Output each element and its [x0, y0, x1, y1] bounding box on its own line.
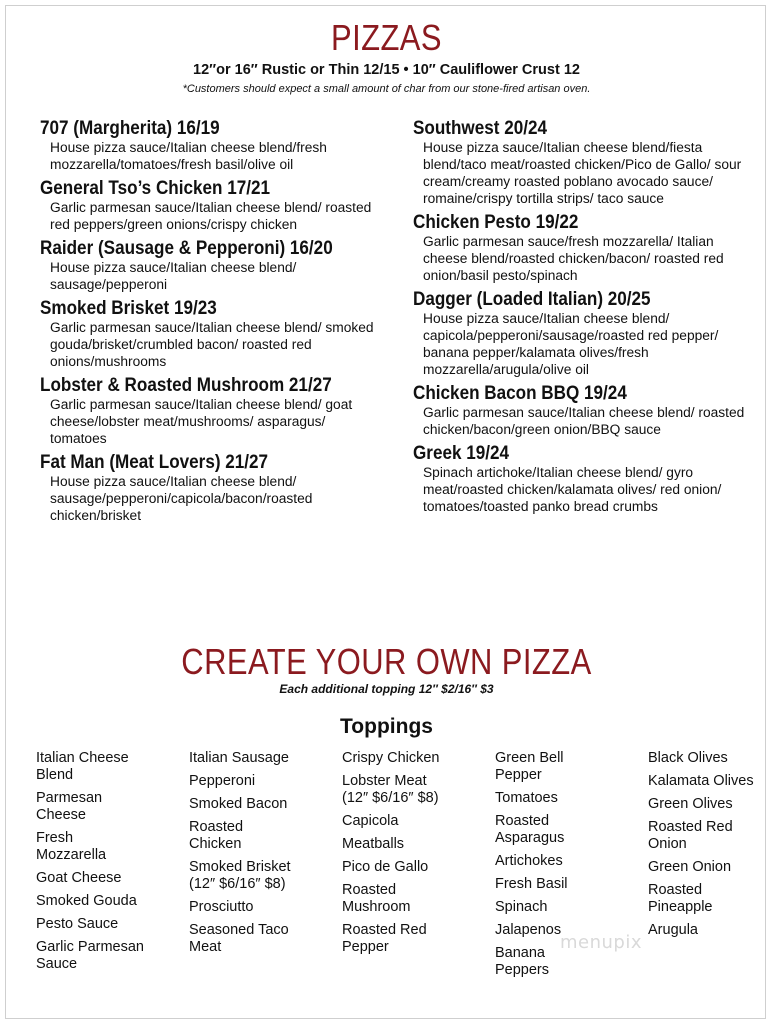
pizza-name: Greek 19/24	[413, 443, 510, 464]
pizza-item	[413, 211, 758, 285]
topping-item: Spinach	[495, 899, 548, 915]
topping-item: Roasted Asparagus	[495, 813, 565, 846]
topping-price-note: Each additional topping 12″ $2/16″ $3	[279, 682, 494, 696]
pizza-description: Garlic parmesan sauce/Italian cheese blend/ roasted red peppers/green onions/crispy chicken	[50, 200, 372, 233]
pizza-name: Chicken Pesto 19/22	[413, 212, 579, 233]
char-note: *Customers should expect a small amount of char from our stone-fired artisan oven.	[182, 83, 591, 95]
pizza-description: Spinach artichoke/Italian cheese blend/ gyro meat/roasted chicken/kalamata olives/ red onion/ tomatoes/toasted panko bread crumbs	[423, 465, 722, 515]
topping-item: Green Onion	[648, 859, 732, 875]
pizza-description: House pizza sauce/Italian cheese blend/fresh mozzarella/tomatoes/fresh basil/olive oil	[50, 140, 327, 173]
pizza-item	[40, 451, 385, 525]
pizza-name: Dagger (Loaded Italian) 20/25	[413, 289, 651, 310]
pizza-name: Raider (Sausage & Pepperoni) 16/20	[40, 238, 333, 259]
pizza-name: Lobster & Roasted Mushroom 21/27	[40, 375, 332, 396]
pizza-item	[40, 237, 385, 294]
toppings-column	[189, 750, 339, 962]
pizza-item	[40, 297, 385, 371]
pizza-name: General Tso’s Chicken 17/21	[40, 178, 271, 199]
topping-item: Goat Cheese	[36, 870, 122, 886]
pizza-name: Southwest 20/24	[413, 118, 548, 139]
topping-item: Artichokes	[495, 853, 563, 869]
toppings-column	[648, 750, 773, 945]
toppings-column	[342, 750, 492, 962]
topping-item: Roasted Red Onion	[648, 819, 733, 852]
pizza-item	[40, 374, 385, 448]
topping-item: Italian Sausage	[189, 750, 289, 766]
pizza-item	[413, 117, 758, 208]
pizza-description: Garlic parmesan sauce/Italian cheese blend/ roasted chicken/bacon/green onion/BBQ sauce	[423, 405, 745, 438]
pizza-description: House pizza sauce/Italian cheese blend/ sausage/pepperoni/capicola/bacon/roasted chicken/brisket	[50, 474, 313, 524]
pizza-item	[40, 117, 385, 174]
topping-item: Arugula	[648, 922, 698, 938]
pizza-column-left	[40, 117, 385, 528]
crust-sizes: 12″or 16″ Rustic or Thin 12/15 • 10″ Cauliflower Crust 12	[193, 62, 580, 78]
topping-item: Roasted Chicken	[189, 819, 244, 852]
pizza-item	[413, 288, 758, 379]
topping-item: Lobster Meat (12″ $6/16″ $8)	[342, 773, 439, 806]
topping-item: Pesto Sauce	[36, 916, 119, 932]
topping-item: Fresh Basil	[495, 876, 568, 892]
pizza-description: Garlic parmesan sauce/Italian cheese blend/ goat cheese/lobster meat/mushrooms/ asparagus/ tomatoes	[50, 397, 353, 447]
topping-item: Roasted Red Pepper	[342, 922, 427, 955]
pizza-name: 707 (Margherita) 16/19	[40, 118, 220, 139]
topping-item: Roasted Mushroom	[342, 882, 411, 915]
topping-item: Crispy Chicken	[342, 750, 440, 766]
pizza-description: Garlic parmesan sauce/Italian cheese blend/ smoked gouda/brisket/crumbled bacon/ roasted red onions/mushrooms	[50, 320, 374, 370]
topping-item: Fresh Mozzarella	[36, 830, 107, 863]
topping-item: Garlic Parmesan Sauce	[36, 939, 144, 972]
topping-item: Green Olives	[648, 796, 733, 812]
topping-item: Jalapenos	[495, 922, 562, 938]
pizza-name: Chicken Bacon BBQ 19/24	[413, 383, 627, 404]
topping-item: Smoked Brisket (12″ $6/16″ $8)	[189, 859, 291, 892]
topping-item: Banana Peppers	[495, 945, 550, 978]
pizza-description: House pizza sauce/Italian cheese blend/ sausage/pepperoni	[50, 260, 297, 293]
topping-item: Italian Cheese Blend	[36, 750, 129, 783]
topping-item: Smoked Gouda	[36, 893, 137, 909]
topping-item: Tomatoes	[495, 790, 558, 806]
topping-item: Pico de Gallo	[342, 859, 429, 875]
topping-item: Seasoned Taco Meat	[189, 922, 289, 955]
pizza-item	[40, 177, 385, 234]
toppings-column	[36, 750, 186, 979]
pizza-description: House pizza sauce/Italian cheese blend/ capicola/pepperoni/sausage/roasted red pepper/ banana pepper/kalamata olives/fresh mozzarella/arugula/olive oil	[423, 311, 719, 378]
topping-item: Capicola	[342, 813, 399, 829]
pizza-item	[413, 382, 758, 439]
topping-item: Kalamata Olives	[648, 773, 754, 789]
watermark: menupix	[560, 932, 643, 953]
pizza-column-right	[413, 117, 758, 519]
pizzas-title: PIZZAS	[331, 17, 442, 58]
pizza-name: Fat Man (Meat Lovers) 21/27	[40, 452, 269, 473]
topping-item: Meatballs	[342, 836, 405, 852]
topping-item: Parmesan Cheese	[36, 790, 103, 823]
toppings-heading: Toppings	[340, 715, 433, 738]
pizza-description: House pizza sauce/Italian cheese blend/fiesta blend/taco meat/roasted chicken/Pico de Gallo/ sour cream/creamy roasted poblano avocado sauce/ romaine/crispy tortilla strips/ taco sauce	[423, 140, 742, 207]
topping-item: Black Olives	[648, 750, 728, 766]
topping-item: Smoked Bacon	[189, 796, 288, 812]
pizza-description: Garlic parmesan sauce/fresh mozzarella/ Italian cheese blend/roasted chicken/bacon/ roasted red onion/basil pesto/spinach	[423, 234, 724, 284]
topping-item: Pepperoni	[189, 773, 256, 789]
pizza-item	[413, 442, 758, 516]
pizza-name: Smoked Brisket 19/23	[40, 298, 217, 319]
topping-item: Green Bell Pepper	[495, 750, 564, 783]
topping-item: Roasted Pineapple	[648, 882, 713, 915]
topping-item: Prosciutto	[189, 899, 254, 915]
create-your-own-title: CREATE YOUR OWN PIZZA	[181, 641, 592, 682]
